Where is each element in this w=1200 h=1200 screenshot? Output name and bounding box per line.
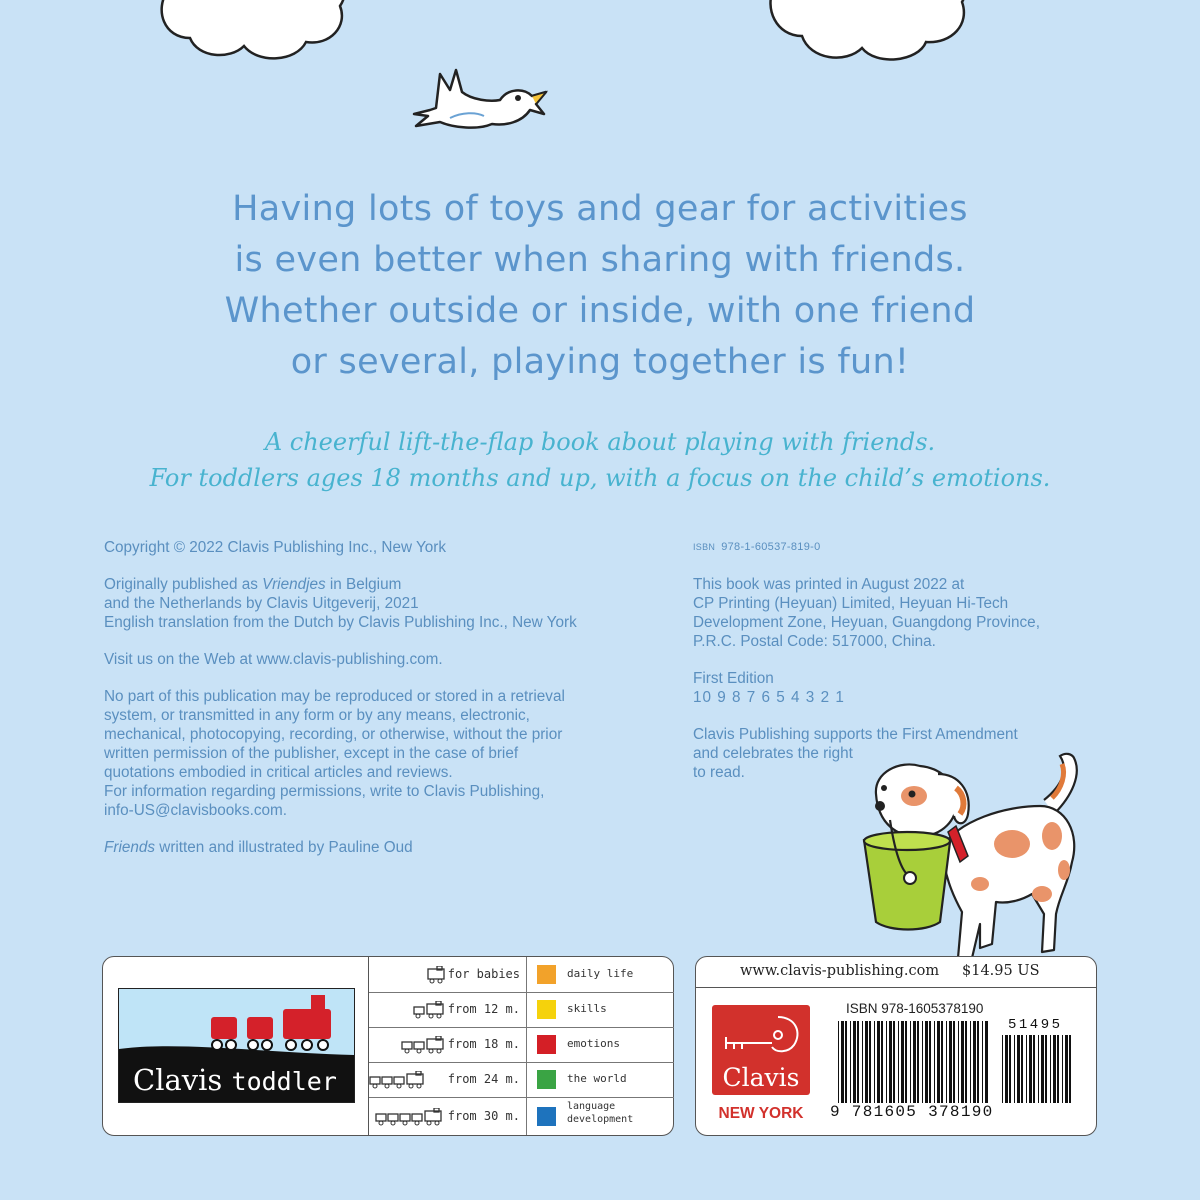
book-title: Friends (104, 839, 156, 856)
barcode-bar (1014, 1035, 1015, 1103)
age-label: from 24 m. (447, 1072, 520, 1086)
amendment-line: to read. (693, 764, 745, 781)
orig-line: English translation from the Dutch by Clavis Publishing Inc., New York (104, 614, 577, 631)
headline-line: or several, playing together is fun! (290, 342, 910, 382)
barcode-bar (841, 1021, 844, 1103)
clavis-logo (712, 1005, 810, 1095)
topic-label: the world (567, 1072, 627, 1085)
price-bar (696, 957, 1096, 988)
dog-illustration (856, 744, 1096, 964)
barcode-bar (982, 1021, 983, 1103)
barcode (838, 1021, 990, 1103)
barcode-bar (1057, 1035, 1059, 1103)
barcode-bar (893, 1021, 895, 1103)
barcode-bar (910, 1021, 911, 1103)
tagline-text (0, 424, 1200, 496)
grid-row (369, 1027, 674, 1063)
barcode-bar (985, 1021, 988, 1103)
barcode-bar (1065, 1035, 1068, 1103)
age-label: from 12 m. (447, 1002, 520, 1016)
headline-text (0, 184, 1200, 388)
publisher-name: Clavis (722, 1063, 800, 1092)
barcode-bar (898, 1021, 899, 1103)
barcode-bar (1053, 1035, 1056, 1103)
price-addon-digits: 51495 (1008, 1017, 1063, 1033)
rights-line: No part of this publication may be reproduced or stored in a retrieval (104, 688, 565, 705)
barcode-bar (1017, 1035, 1020, 1103)
topic-label: daily life (567, 967, 634, 980)
price: $14.95 US (962, 963, 1040, 979)
barcode-bar (1045, 1035, 1047, 1103)
printing-line: CP Printing (Heyuan) Limited, Heyuan Hi-Tech (693, 595, 1009, 612)
barcode-bar (917, 1021, 919, 1103)
topic-label: emotions (567, 1037, 620, 1050)
amendment-line: and celebrates the right (693, 745, 853, 762)
train-icon (401, 1036, 447, 1054)
barcode-bar (953, 1021, 955, 1103)
isbn-value: 978-1-60537-819-0 (721, 541, 821, 553)
barcode-bar (937, 1021, 940, 1103)
rights-line: info-US@clavisbooks.com. (104, 802, 288, 819)
age-cell (369, 1097, 527, 1135)
barcode-bar (874, 1021, 875, 1103)
age-cell (369, 992, 527, 1027)
grid-row (369, 992, 674, 1028)
age-cell (369, 1027, 527, 1062)
ean-digits: 9 781605 378190 (830, 1103, 994, 1121)
printing-info (693, 575, 1113, 651)
barcode-bar (977, 1021, 979, 1103)
barcode-bar (1069, 1035, 1071, 1103)
age-cell (369, 957, 527, 992)
barcode-bar (973, 1021, 976, 1103)
tagline-line: A cheerful lift-the-flap book about playing with friends. (264, 428, 936, 456)
age-label: from 30 m. (447, 1109, 520, 1123)
printing-line: This book was printed in August 2022 at (693, 576, 965, 593)
barcode-bar (929, 1021, 931, 1103)
rights-line: written permission of the publisher, except in the case of brief (104, 745, 519, 762)
barcode-bar (1002, 1035, 1003, 1103)
color-swatch (537, 1035, 556, 1054)
print-run: 10 9 8 7 6 5 4 3 2 1 (693, 689, 845, 706)
credit-rest: written and illustrated by Pauline Oud (155, 839, 413, 856)
barcode-bar (1009, 1035, 1011, 1103)
barcode-bar (838, 1021, 839, 1103)
color-swatch (537, 1107, 556, 1126)
edition-info (693, 669, 1113, 707)
train-icon (369, 1071, 427, 1089)
barcode-bar (881, 1021, 883, 1103)
barcode-bar (965, 1021, 967, 1103)
publisher-url: www.clavis-publishing.com (740, 963, 940, 979)
rights-notice (104, 687, 664, 820)
topic-label (567, 1100, 633, 1126)
orig-prefix: Originally published as (104, 576, 263, 593)
edition: First Edition (693, 670, 774, 687)
age-label: for babies (447, 967, 520, 981)
color-swatch (537, 965, 556, 984)
age-topic-grid (368, 957, 674, 1135)
author-credit (104, 838, 664, 857)
train-icon (427, 966, 447, 984)
barcode-bar (889, 1021, 892, 1103)
barcode-bar (862, 1021, 863, 1103)
orig-suffix: in Belgium (325, 576, 402, 593)
barcode-bar (946, 1021, 947, 1103)
printing-line: Development Zone, Heyuan, Guangdong Province, (693, 614, 1040, 631)
barcode-bar (1029, 1035, 1032, 1103)
grid-row (369, 1097, 674, 1135)
headline-line: is even better when sharing with friends. (234, 240, 966, 280)
headline-line: Whether outside or inside, with one friend (224, 291, 976, 331)
rights-line: For information regarding permissions, write to Clavis Publishing, (104, 783, 545, 800)
barcode-bar (1033, 1035, 1035, 1103)
barcode-bar (905, 1021, 907, 1103)
logo-word: Clavis (133, 1063, 223, 1097)
barcode-bar (1062, 1035, 1063, 1103)
topic-line: development (567, 1114, 634, 1125)
bird-illustration (410, 66, 552, 148)
barcode-bar (1050, 1035, 1051, 1103)
train-icon (413, 1001, 447, 1019)
barcode-bar (970, 1021, 971, 1103)
tagline-line: For toddlers ages 18 months and up, with a focus on the child’s emotions. (149, 464, 1051, 492)
barcode-isbn: ISBN 978-1605378190 (846, 1001, 984, 1016)
logo-text (133, 1063, 337, 1097)
barcode-bar (877, 1021, 880, 1103)
rights-line: quotations embodied in critical articles and reviews. (104, 764, 453, 781)
grid-row (369, 1062, 674, 1098)
barcode-bar (949, 1021, 952, 1103)
cloud-icon-left (150, 0, 355, 70)
barcode-bar (901, 1021, 904, 1103)
copyright-column (104, 538, 664, 875)
age-label: from 18 m. (447, 1037, 520, 1051)
publisher-city: NEW YORK (718, 1105, 804, 1122)
barcode-bar (857, 1021, 859, 1103)
barcode-panel (695, 956, 1097, 1136)
barcode-bar (1041, 1035, 1044, 1103)
barcode-bar (1038, 1035, 1039, 1103)
orig-title: Vriendjes (262, 576, 326, 593)
barcode-bar (934, 1021, 935, 1103)
website-line: Visit us on the Web at www.clavis-publishing.com. (104, 651, 443, 668)
orig-line: and the Netherlands by Clavis Uitgeverij, 2021 (104, 595, 419, 612)
age-cell (369, 1062, 527, 1097)
printing-line: P.R.C. Postal Code: 517000, China. (693, 633, 936, 650)
amendment-line: Clavis Publishing supports the First Amendment (693, 726, 1018, 743)
barcode-bar (865, 1021, 868, 1103)
rights-line: system, or transmitted in any form or by any means, electronic, (104, 707, 530, 724)
copyright-line: Copyright © 2022 Clavis Publishing Inc., New York (104, 539, 447, 556)
barcode-bar (845, 1021, 847, 1103)
cloud-icon-right (762, 0, 977, 75)
train-icon (375, 1108, 445, 1126)
barcode-bar (1026, 1035, 1027, 1103)
barcode-addon (1002, 1035, 1074, 1103)
rights-line: mechanical, photocopying, recording, or otherwise, without the prior (104, 726, 563, 743)
barcode-bar (886, 1021, 887, 1103)
barcode-bar (925, 1021, 928, 1103)
series-panel (102, 956, 674, 1136)
color-swatch (537, 1000, 556, 1019)
barcode-bar (922, 1021, 923, 1103)
clavis-key-icon (712, 1009, 810, 1065)
headline-line: Having lots of toys and gear for activities (232, 189, 968, 229)
original-publication (104, 575, 664, 632)
clavis-toddler-logo (118, 988, 355, 1103)
barcode-bar (869, 1021, 871, 1103)
barcode-bar (1005, 1035, 1008, 1103)
isbn-label: ISBN (693, 542, 716, 552)
barcode-bar (853, 1021, 856, 1103)
barcode-bar (941, 1021, 943, 1103)
barcode-bar (850, 1021, 851, 1103)
barcode-bar (1021, 1035, 1023, 1103)
topic-label: skills (567, 1002, 607, 1015)
grid-row (369, 957, 674, 993)
logo-series: toddler (231, 1067, 337, 1096)
color-swatch (537, 1070, 556, 1089)
isbn-line (693, 538, 1113, 557)
barcode-bar (961, 1021, 964, 1103)
barcode-bar (913, 1021, 916, 1103)
topic-line: language (567, 1101, 616, 1112)
barcode-bar (958, 1021, 959, 1103)
